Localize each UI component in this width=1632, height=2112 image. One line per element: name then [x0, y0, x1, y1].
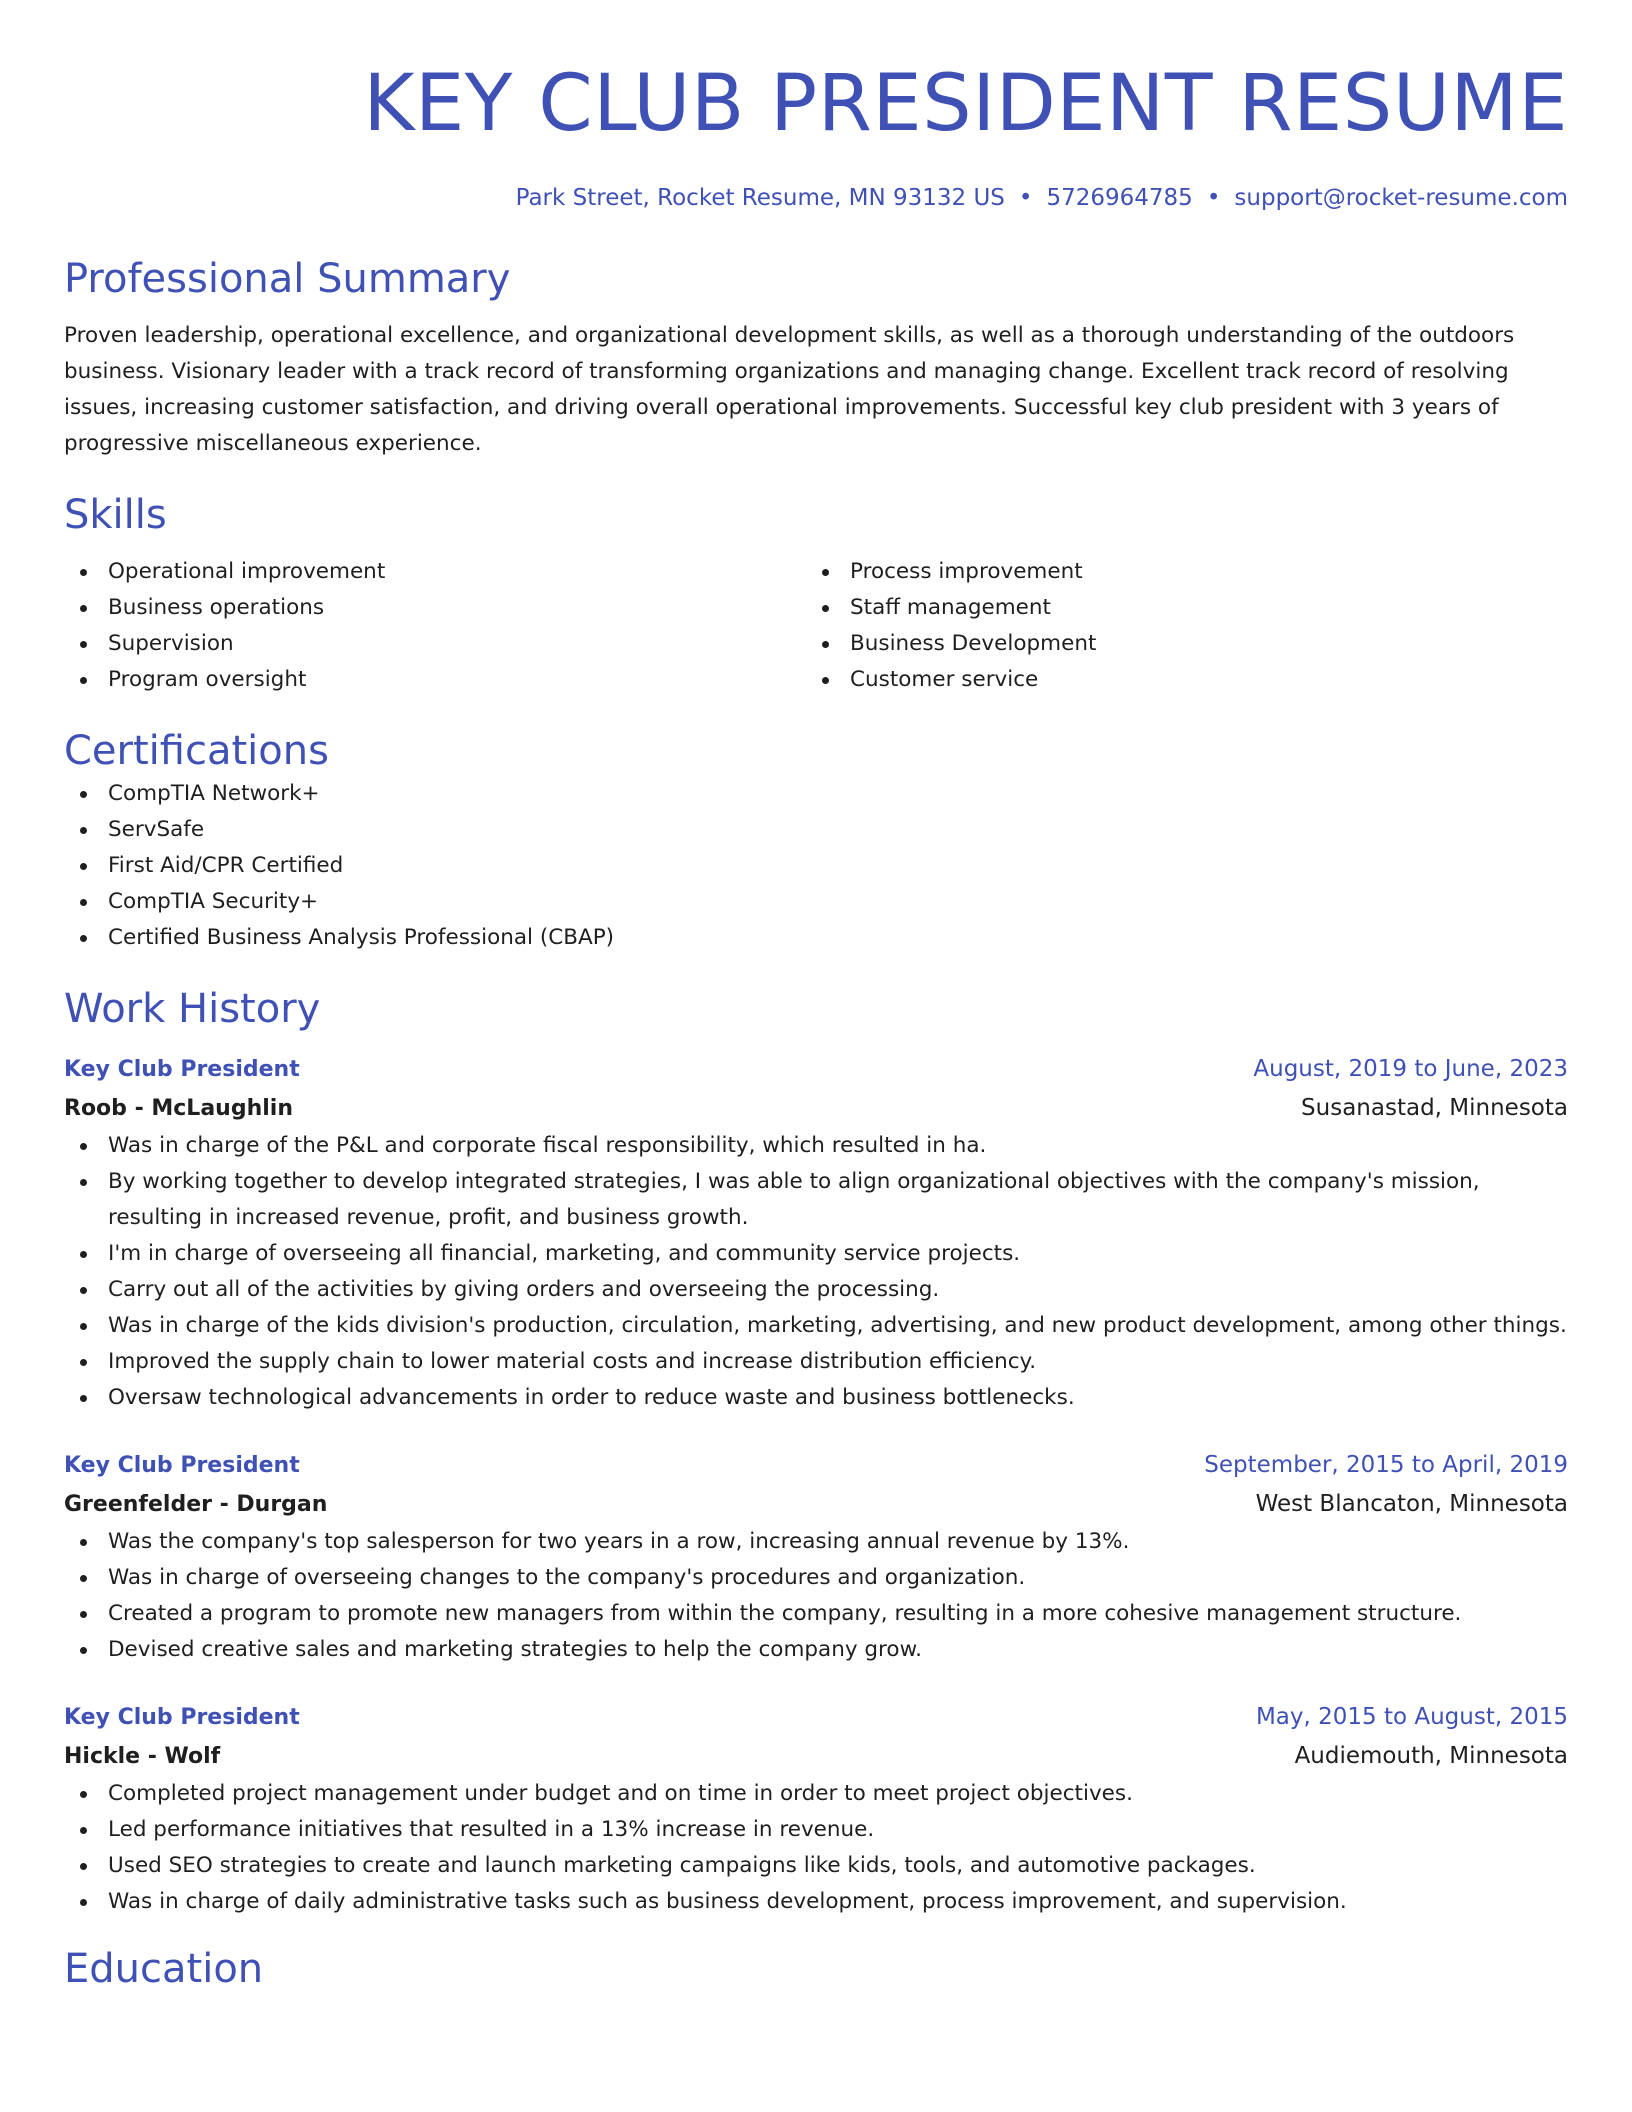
job-header-row — [64, 1050, 1568, 1089]
job-dates: September, 2015 to April, 2019 — [1204, 1452, 1568, 1478]
education-heading: Education — [64, 1946, 264, 1992]
contact-email: support@rocket-resume.com — [1234, 185, 1568, 211]
contact-separator: • — [1018, 185, 1033, 211]
skill-item: Business Development — [806, 626, 1548, 662]
skills-heading: Skills — [64, 492, 167, 538]
job-entry — [64, 1050, 1568, 1416]
skills-column-left — [64, 554, 806, 698]
skills-list-left — [64, 554, 806, 698]
job-company-row — [64, 1485, 1568, 1524]
job-bullet: Improved the supply chain to lower material costs and increase distribution efficiency. — [64, 1344, 1568, 1380]
skills-columns — [64, 554, 1568, 698]
work-history-heading: Work History — [64, 986, 321, 1032]
job-bullet: Led performance initiatives that resulted in a 13% increase in revenue. — [64, 1812, 1568, 1848]
job-company: Roob - McLaughlin — [64, 1096, 293, 1121]
job-role: Key Club President — [64, 1453, 300, 1478]
job-location: Audiemouth, Minnesota — [1294, 1743, 1568, 1769]
job-bullet-list — [64, 1776, 1568, 1920]
skill-item: Staff management — [806, 590, 1548, 626]
job-company: Hickle - Wolf — [64, 1744, 221, 1769]
job-company: Greenfelder - Durgan — [64, 1492, 328, 1517]
contact-separator: • — [1206, 185, 1221, 211]
job-bullet: Created a program to promote new managers from within the company, resulting in a more cohesive management structure. — [64, 1596, 1568, 1632]
job-bullet: Completed project management under budget and on time in order to meet project objectives. — [64, 1776, 1568, 1812]
job-location: Susanastad, Minnesota — [1301, 1095, 1568, 1121]
job-entry — [64, 1698, 1568, 1920]
skills-column-right — [806, 554, 1548, 698]
job-bullet: Was in charge of the P&L and corporate fiscal responsibility, which resulted in ha. — [64, 1128, 1568, 1164]
job-bullet: By working together to develop integrated strategies, I was able to align organizational objectives with the company's mission, resulting in increased revenue, profit, and business growth. — [64, 1164, 1568, 1236]
job-bullet: Oversaw technological advancements in order to reduce waste and business bottlenecks. — [64, 1380, 1568, 1416]
job-company-row — [64, 1737, 1568, 1776]
skill-item: Supervision — [64, 626, 806, 662]
job-bullet: Was the company's top salesperson for two years in a row, increasing annual revenue by 13%. — [64, 1524, 1568, 1560]
job-bullet: Was in charge of overseeing changes to the company's procedures and organization. — [64, 1560, 1568, 1596]
job-dates: May, 2015 to August, 2015 — [1255, 1704, 1568, 1730]
job-bullet-list — [64, 1524, 1568, 1668]
contact-phone: 5726964785 — [1046, 185, 1193, 211]
job-role: Key Club President — [64, 1057, 300, 1082]
certification-item: Certified Business Analysis Professional (CBAP) — [64, 920, 1568, 956]
resume-page — [64, 0, 1568, 1994]
job-bullet: Used SEO strategies to create and launch marketing campaigns like kids, tools, and automotive packages. — [64, 1848, 1568, 1884]
job-bullet: Carry out all of the activities by giving orders and overseeing the processing. — [64, 1272, 1568, 1308]
contact-line — [64, 182, 1568, 214]
job-bullet: Was in charge of the kids division's production, circulation, marketing, advertising, and new product development, among other things. — [64, 1308, 1568, 1344]
contact-address: Park Street, Rocket Resume, MN 93132 US — [515, 185, 1005, 211]
job-header-row — [64, 1446, 1568, 1485]
job-entry — [64, 1446, 1568, 1668]
skill-item: Operational improvement — [64, 554, 806, 590]
job-header-row — [64, 1698, 1568, 1737]
job-bullet: Was in charge of daily administrative tasks such as business development, process improvement, and supervision. — [64, 1884, 1568, 1920]
job-company-row — [64, 1089, 1568, 1128]
skills-list-right — [806, 554, 1548, 698]
certification-item: CompTIA Network+ — [64, 776, 1568, 812]
job-location: West Blancaton, Minnesota — [1255, 1491, 1568, 1517]
certification-item: ServSafe — [64, 812, 1568, 848]
job-dates: August, 2019 to June, 2023 — [1253, 1056, 1568, 1082]
certifications-heading: Certifications — [64, 728, 329, 774]
skill-item: Program oversight — [64, 662, 806, 698]
job-bullet-list — [64, 1128, 1568, 1416]
certification-item: First Aid/CPR Certified — [64, 848, 1568, 884]
skill-item: Business operations — [64, 590, 806, 626]
job-role: Key Club President — [64, 1705, 300, 1730]
summary-heading: Professional Summary — [64, 256, 511, 302]
certifications-list — [64, 776, 1568, 956]
certification-item: CompTIA Security+ — [64, 884, 1568, 920]
job-bullet: I'm in charge of overseeing all financial, marketing, and community service projects. — [64, 1236, 1568, 1272]
skill-item: Process improvement — [806, 554, 1548, 590]
resume-title: KEY CLUB PRESIDENT RESUME — [363, 59, 1568, 149]
job-bullet: Devised creative sales and marketing strategies to help the company grow. — [64, 1632, 1568, 1668]
skill-item: Customer service — [806, 662, 1548, 698]
summary-text: Proven leadership, operational excellence, and organizational development skills, as well as a thorough understanding of the outdoors business. Visionary leader with a track record of transforming organizations and managing change. Excellent track record of resolving issues, increasing customer satisfaction, and driving overall operational improvements. Successful key club president with 3 years of progressive miscellaneous experience. — [64, 323, 1515, 456]
